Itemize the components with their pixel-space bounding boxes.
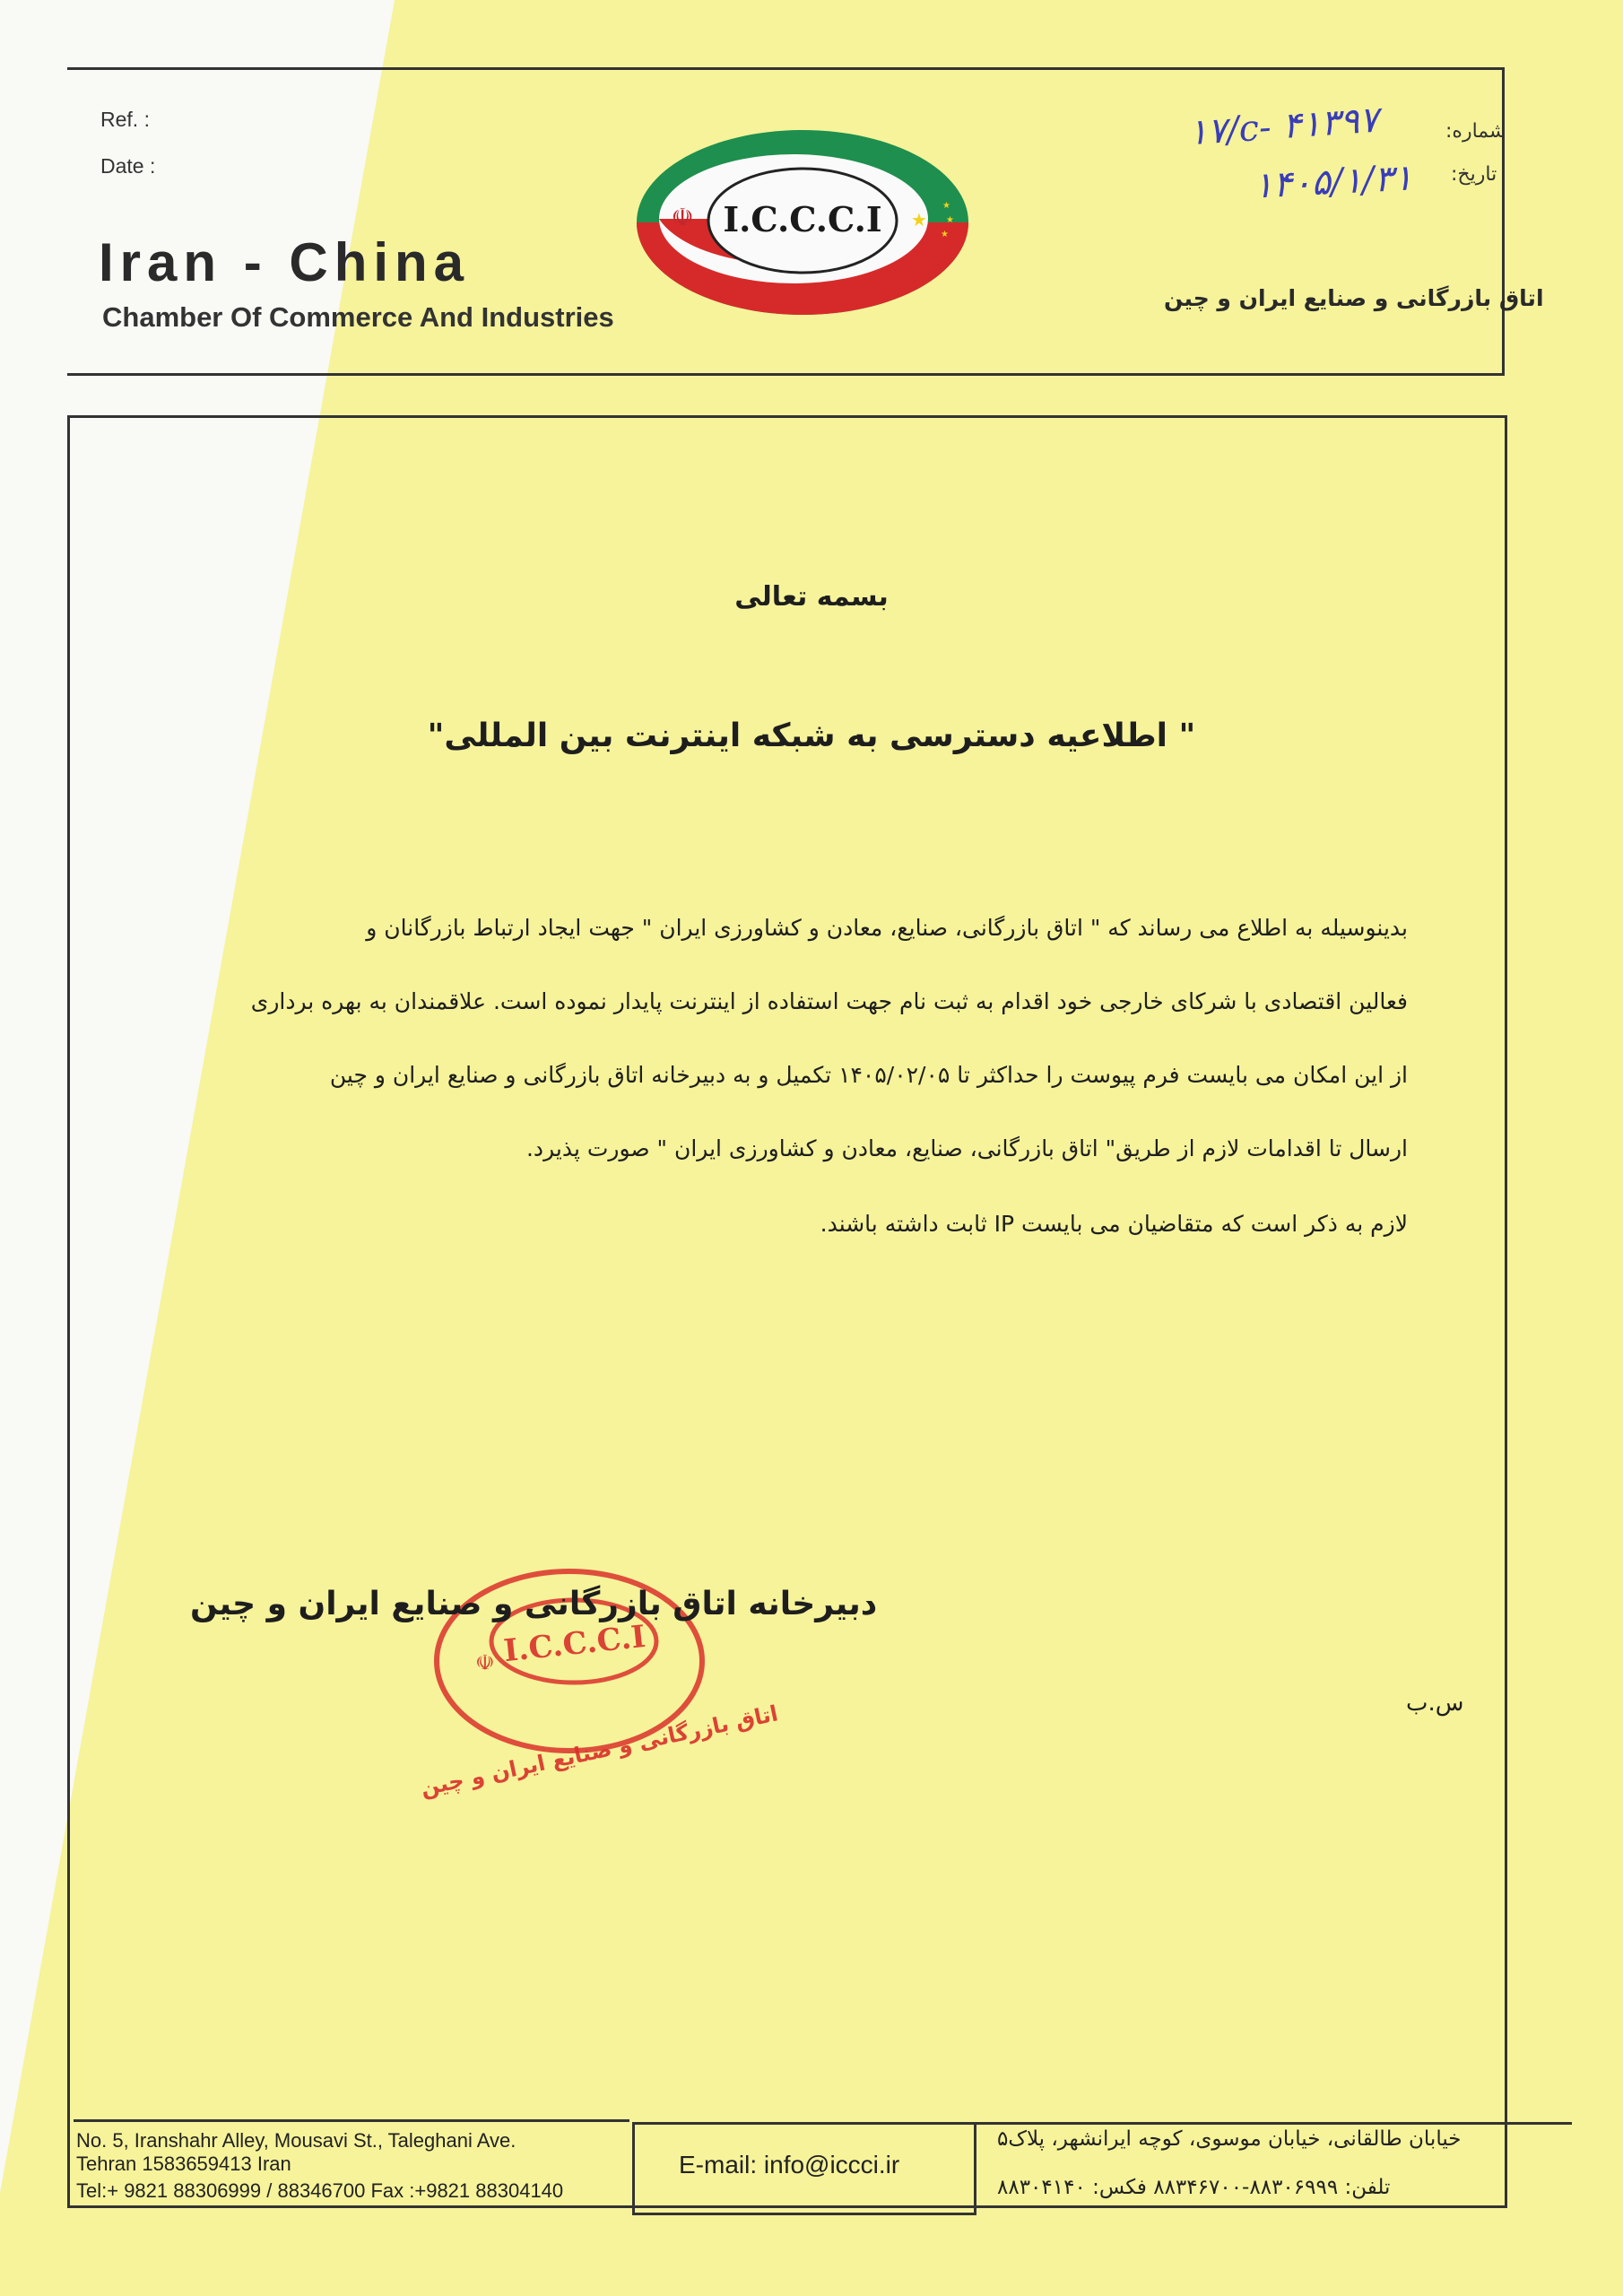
org-name-fa: اتاق بازرگانی و صنایع ایران و چین: [1164, 285, 1544, 311]
body-line-3: از این امکان می بایست فرم پیوست را حداکثر تا ۱۴۰۵/۰۲/۰۵ تکمیل و به دبیرخانه اتاق بازرگانی و صنایع ایران و چین: [329, 1062, 1408, 1088]
iccci-logo: [632, 126, 973, 318]
date-label: Date :: [100, 154, 156, 178]
footer-contact-en: Tel:+ 9821 88306999 / 88346700 Fax :+9821 88304140: [76, 2179, 564, 2202]
footer-address-fa: خیابان طالقانی، خیابان موسوی، کوچه ایرانشهر، پلاک۵: [997, 2127, 1462, 2151]
svg-text:☫: ☫: [671, 203, 694, 232]
number-label-fa: شماره:: [1445, 120, 1506, 143]
signature-org: دبیرخانه اتاق بازرگانی و صنایع ایران و چین: [190, 1586, 878, 1622]
logo-text: I.C.C.C.I: [723, 199, 882, 239]
svg-text:★: ★: [911, 209, 927, 230]
footer-divider: [74, 2119, 629, 2122]
footer-email: E-mail: info@iccci.ir: [679, 2151, 900, 2179]
footer-address-en-1: No. 5, Iranshahr Alley, Mousavi St., Taleghani Ave.: [76, 2129, 516, 2152]
body-line-1: بدینوسیله به اطلاع می رساند که " اتاق بازرگانی، صنایع، معادن و کشاورزی ایران " جهت ایجاد ارتباط بازرگانان و: [366, 915, 1408, 941]
svg-text:★: ★: [946, 215, 954, 225]
svg-text:★: ★: [941, 230, 949, 239]
org-name-en: Iran - China: [99, 232, 471, 292]
svg-text:☫: ☫: [475, 1650, 495, 1675]
stamp-text: اتاق بازرگانی و صنایع ایران و چین: [418, 1700, 781, 1802]
body-line-5: لازم به ذکر است که متقاضیان می بایست IP ثابت داشته باشند.: [820, 1211, 1408, 1237]
svg-text:★: ★: [942, 201, 950, 211]
body-frame: [67, 415, 1507, 2208]
org-subtitle-en: Chamber Of Commerce And Industries: [102, 301, 614, 333]
ref-label: Ref. :: [100, 108, 150, 131]
handwritten-date: ۱۴۰۵/۱/۳۱: [1252, 157, 1414, 207]
stamp-logo-text: I.C.C.C.I: [501, 1618, 647, 1670]
body-line-2: فعالین اقتصادی با شرکای خارجی خود اقدام به ثبت نام جهت استفاده از اینترنت پایدار نموده است. علاقمندان به بهره برداری: [250, 988, 1408, 1014]
date-label-fa: تاریخ:: [1451, 163, 1497, 186]
handwritten-number: ۱۷/c- ۴۱۳۹۷: [1186, 99, 1380, 154]
body-line-4: ارسال تا اقدامات لازم از طریق" اتاق بازرگانی، صنایع، معادن و کشاورزی ایران " صورت پذیرد.: [525, 1135, 1408, 1161]
basmala-heading: بسمه تعالی: [734, 581, 889, 613]
initials: س.ب: [1406, 1690, 1464, 1717]
notice-title: " اطلاعیه دسترسی به شبکه اینترنت بین المللی": [427, 718, 1196, 754]
footer-contact-fa: تلفن: ۸۸۳۰۶۹۹۹-۸۸۳۴۶۷۰۰ فکس: ۸۸۳۰۴۱۴۰: [997, 2176, 1391, 2199]
footer-address-en-2: Tehran 1583659413 Iran: [76, 2152, 291, 2175]
